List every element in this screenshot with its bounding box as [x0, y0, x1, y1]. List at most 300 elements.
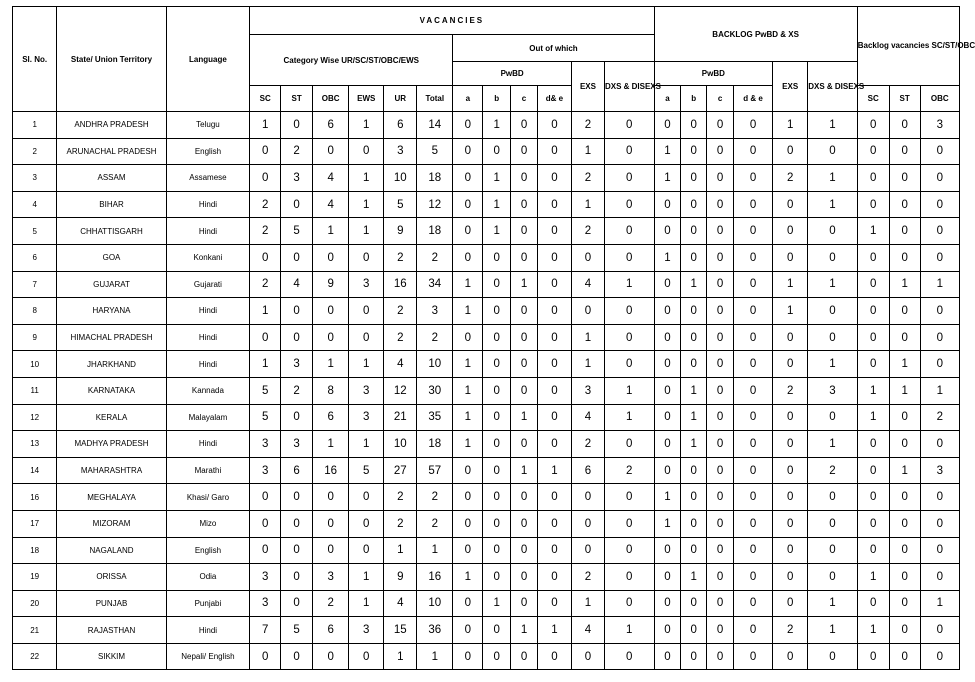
value-cell: 0 [681, 191, 707, 218]
value-cell: 0 [511, 377, 538, 404]
value-cell: 0 [349, 138, 384, 165]
value-cell: 1 [604, 271, 654, 298]
sl-no-cell: 13 [13, 431, 57, 458]
table-row [13, 351, 960, 378]
value-cell: 2 [417, 510, 453, 537]
value-cell: 1 [349, 351, 384, 378]
value-cell: 0 [483, 564, 511, 591]
value-cell: 4 [571, 271, 604, 298]
value-cell: 4 [384, 590, 417, 617]
header-pwbd-a: a [453, 86, 483, 112]
value-cell: 0 [920, 191, 959, 218]
value-cell: 1 [571, 351, 604, 378]
value-cell: 0 [857, 191, 889, 218]
value-cell: 0 [707, 457, 734, 484]
value-cell: 1 [654, 484, 681, 511]
header-state: State/ Union Territory [57, 7, 166, 112]
value-cell: 0 [733, 244, 772, 271]
value-cell: 0 [313, 537, 349, 564]
value-cell: 2 [773, 617, 808, 644]
value-cell: 0 [511, 484, 538, 511]
value-cell: 12 [384, 377, 417, 404]
value-cell: 15 [384, 617, 417, 644]
value-cell: 0 [920, 510, 959, 537]
value-cell: 0 [349, 510, 384, 537]
value-cell: 1 [571, 191, 604, 218]
value-cell: 1 [571, 324, 604, 351]
value-cell: 0 [511, 218, 538, 245]
header-backlog-pwbd: PwBD [654, 62, 773, 86]
value-cell: 0 [453, 537, 483, 564]
value-cell: 1 [349, 564, 384, 591]
value-cell: 0 [511, 165, 538, 192]
value-cell: 0 [733, 138, 772, 165]
value-cell: 2 [281, 138, 313, 165]
value-cell: 1 [453, 377, 483, 404]
value-cell: 0 [604, 191, 654, 218]
value-cell: 1 [349, 191, 384, 218]
value-cell: 34 [417, 271, 453, 298]
value-cell: 9 [384, 564, 417, 591]
value-cell: 0 [920, 244, 959, 271]
value-cell: 1 [511, 457, 538, 484]
language-cell: English [166, 138, 250, 165]
value-cell: 0 [571, 244, 604, 271]
value-cell: 0 [571, 510, 604, 537]
value-cell: 0 [453, 510, 483, 537]
language-cell: Nepali/ English [166, 643, 250, 670]
value-cell: 0 [250, 165, 281, 192]
value-cell: 0 [604, 537, 654, 564]
value-cell: 2 [571, 431, 604, 458]
table-row [13, 377, 960, 404]
state-cell: GOA [57, 244, 166, 271]
value-cell: 0 [604, 484, 654, 511]
value-cell: 1 [571, 590, 604, 617]
value-cell: 5 [417, 138, 453, 165]
value-cell: 2 [384, 324, 417, 351]
value-cell: 0 [707, 244, 734, 271]
sl-no-cell: 17 [13, 510, 57, 537]
value-cell: 0 [511, 510, 538, 537]
value-cell: 0 [537, 643, 571, 670]
table-row [13, 431, 960, 458]
value-cell: 1 [773, 271, 808, 298]
value-cell: 2 [250, 271, 281, 298]
value-cell: 0 [889, 431, 920, 458]
value-cell: 0 [808, 324, 858, 351]
value-cell: 1 [857, 617, 889, 644]
sl-no-cell: 4 [13, 191, 57, 218]
value-cell: 0 [707, 218, 734, 245]
value-cell: 0 [857, 590, 889, 617]
value-cell: 0 [920, 431, 959, 458]
state-cell: NAGALAND [57, 537, 166, 564]
value-cell: 0 [857, 298, 889, 325]
value-cell: 0 [681, 112, 707, 139]
value-cell: 2 [384, 484, 417, 511]
table-row [13, 590, 960, 617]
value-cell: 0 [889, 218, 920, 245]
value-cell: 0 [537, 537, 571, 564]
value-cell: 0 [313, 510, 349, 537]
value-cell: 10 [384, 431, 417, 458]
value-cell: 0 [808, 484, 858, 511]
value-cell: 0 [889, 590, 920, 617]
value-cell: 0 [889, 643, 920, 670]
sl-no-cell: 8 [13, 298, 57, 325]
value-cell: 4 [571, 617, 604, 644]
value-cell: 0 [857, 457, 889, 484]
value-cell: 0 [773, 324, 808, 351]
header-backlog-c: c [707, 86, 734, 112]
sl-no-cell: 19 [13, 564, 57, 591]
header-backlog-de: d & e [733, 86, 772, 112]
value-cell: 0 [483, 404, 511, 431]
value-cell: 0 [707, 537, 734, 564]
value-cell: 0 [920, 537, 959, 564]
value-cell: 1 [537, 617, 571, 644]
language-cell: Hindi [166, 351, 250, 378]
value-cell: 0 [453, 457, 483, 484]
value-cell: 1 [313, 431, 349, 458]
value-cell: 0 [511, 324, 538, 351]
value-cell: 0 [733, 351, 772, 378]
value-cell: 0 [537, 271, 571, 298]
value-cell: 1 [483, 165, 511, 192]
value-cell: 0 [920, 617, 959, 644]
value-cell: 0 [654, 457, 681, 484]
value-cell: 0 [571, 298, 604, 325]
value-cell: 0 [733, 564, 772, 591]
value-cell: 6 [313, 404, 349, 431]
value-cell: 0 [707, 377, 734, 404]
value-cell: 1 [349, 590, 384, 617]
value-cell: 2 [281, 377, 313, 404]
vacancies-table [12, 6, 975, 670]
value-cell: 0 [654, 298, 681, 325]
value-cell: 0 [654, 537, 681, 564]
value-cell: 1 [808, 617, 858, 644]
value-cell: 0 [349, 324, 384, 351]
value-cell: 5 [250, 404, 281, 431]
sl-no-cell: 9 [13, 324, 57, 351]
value-cell: 1 [571, 138, 604, 165]
value-cell: 0 [281, 643, 313, 670]
value-cell: 0 [707, 324, 734, 351]
value-cell: 1 [453, 564, 483, 591]
value-cell: 1 [250, 112, 281, 139]
value-cell: 0 [920, 484, 959, 511]
state-cell: RAJASTHAN [57, 617, 166, 644]
table-body [13, 112, 960, 670]
value-cell: 18 [417, 165, 453, 192]
value-cell: 2 [417, 484, 453, 511]
value-cell: 0 [511, 298, 538, 325]
value-cell: 0 [537, 191, 571, 218]
value-cell: 1 [417, 537, 453, 564]
value-cell: 1 [654, 165, 681, 192]
value-cell: 0 [250, 510, 281, 537]
header-backlog-exs: EXS [773, 62, 808, 112]
state-cell: CHHATTISGARH [57, 218, 166, 245]
value-cell: 0 [250, 643, 281, 670]
sl-no-cell: 20 [13, 590, 57, 617]
table-row [13, 617, 960, 644]
value-cell: 0 [483, 431, 511, 458]
value-cell: 0 [654, 404, 681, 431]
value-cell: 0 [808, 510, 858, 537]
value-cell: 0 [537, 484, 571, 511]
value-cell: 0 [483, 617, 511, 644]
value-cell: 2 [604, 457, 654, 484]
value-cell: 1 [417, 643, 453, 670]
state-cell: ASSAM [57, 165, 166, 192]
value-cell: 0 [707, 643, 734, 670]
value-cell: 0 [453, 643, 483, 670]
value-cell: 1 [920, 377, 959, 404]
value-cell: 16 [313, 457, 349, 484]
value-cell: 1 [808, 112, 858, 139]
value-cell: 0 [537, 590, 571, 617]
value-cell: 0 [483, 484, 511, 511]
table-row [13, 484, 960, 511]
header-backlog-obc: OBC [920, 86, 959, 112]
value-cell: 1 [384, 537, 417, 564]
header-sc: SC [250, 86, 281, 112]
value-cell: 2 [571, 218, 604, 245]
value-cell: 0 [483, 643, 511, 670]
value-cell: 0 [681, 457, 707, 484]
value-cell: 0 [453, 112, 483, 139]
value-cell: 1 [857, 218, 889, 245]
value-cell: 0 [281, 510, 313, 537]
value-cell: 0 [453, 218, 483, 245]
value-cell: 0 [707, 271, 734, 298]
sl-no-cell: 12 [13, 404, 57, 431]
header-total: Total [417, 86, 453, 112]
value-cell: 1 [920, 590, 959, 617]
value-cell: 0 [733, 218, 772, 245]
value-cell: 0 [511, 537, 538, 564]
value-cell: 1 [483, 590, 511, 617]
value-cell: 3 [349, 404, 384, 431]
value-cell: 0 [733, 404, 772, 431]
value-cell: 0 [453, 165, 483, 192]
value-cell: 2 [250, 191, 281, 218]
value-cell: 0 [537, 431, 571, 458]
value-cell: 1 [889, 351, 920, 378]
value-cell: 0 [537, 165, 571, 192]
value-cell: 0 [681, 590, 707, 617]
table-row [13, 643, 960, 670]
sl-no-cell: 5 [13, 218, 57, 245]
value-cell: 6 [313, 617, 349, 644]
value-cell: 0 [920, 351, 959, 378]
header-exs: EXS [571, 62, 604, 112]
sl-no-cell: 10 [13, 351, 57, 378]
value-cell: 1 [453, 351, 483, 378]
value-cell: 0 [537, 112, 571, 139]
value-cell: 0 [654, 377, 681, 404]
language-cell: Marathi [166, 457, 250, 484]
value-cell: 0 [313, 298, 349, 325]
value-cell: 0 [537, 218, 571, 245]
value-cell: 0 [773, 484, 808, 511]
value-cell: 0 [511, 138, 538, 165]
value-cell: 0 [808, 643, 858, 670]
value-cell: 0 [281, 112, 313, 139]
value-cell: 1 [889, 271, 920, 298]
value-cell: 0 [857, 510, 889, 537]
sl-no-cell: 3 [13, 165, 57, 192]
value-cell: 0 [453, 138, 483, 165]
language-cell: Gujarati [166, 271, 250, 298]
header-st: ST [281, 86, 313, 112]
value-cell: 0 [733, 112, 772, 139]
value-cell: 0 [281, 564, 313, 591]
value-cell: 0 [889, 298, 920, 325]
value-cell: 2 [417, 244, 453, 271]
sl-no-cell: 2 [13, 138, 57, 165]
sl-no-cell: 1 [13, 112, 57, 139]
value-cell: 5 [384, 191, 417, 218]
sl-no-cell: 6 [13, 244, 57, 271]
value-cell: 0 [733, 165, 772, 192]
value-cell: 0 [281, 324, 313, 351]
value-cell: 1 [349, 431, 384, 458]
value-cell: 1 [808, 271, 858, 298]
value-cell: 1 [453, 298, 483, 325]
value-cell: 1 [250, 298, 281, 325]
language-cell: Hindi [166, 431, 250, 458]
value-cell: 0 [453, 191, 483, 218]
value-cell: 0 [349, 643, 384, 670]
value-cell: 1 [857, 404, 889, 431]
value-cell: 3 [808, 377, 858, 404]
value-cell: 1 [654, 138, 681, 165]
header-pwbd-de: d& e [537, 86, 571, 112]
value-cell: 0 [604, 510, 654, 537]
value-cell: 0 [707, 564, 734, 591]
table-row [13, 537, 960, 564]
value-cell: 0 [281, 404, 313, 431]
value-cell: 1 [857, 564, 889, 591]
value-cell: 0 [483, 537, 511, 564]
header-backlog-sc: SC [857, 86, 889, 112]
value-cell: 0 [654, 191, 681, 218]
value-cell: 0 [681, 617, 707, 644]
value-cell: 0 [604, 643, 654, 670]
value-cell: 0 [733, 590, 772, 617]
value-cell: 0 [857, 244, 889, 271]
value-cell: 3 [281, 431, 313, 458]
value-cell: 0 [511, 244, 538, 271]
value-cell: 1 [537, 457, 571, 484]
value-cell: 0 [773, 138, 808, 165]
value-cell: 0 [733, 377, 772, 404]
value-cell: 0 [889, 510, 920, 537]
value-cell: 0 [733, 510, 772, 537]
value-cell: 0 [681, 138, 707, 165]
value-cell: 0 [654, 112, 681, 139]
language-cell: Hindi [166, 298, 250, 325]
value-cell: 0 [604, 244, 654, 271]
sl-no-cell: 21 [13, 617, 57, 644]
state-cell: MEGHALAYA [57, 484, 166, 511]
value-cell: 3 [349, 271, 384, 298]
value-cell: 0 [654, 351, 681, 378]
value-cell: 7 [250, 617, 281, 644]
value-cell: 0 [733, 537, 772, 564]
header-backlog-st: ST [889, 86, 920, 112]
value-cell: 0 [773, 510, 808, 537]
value-cell: 0 [654, 218, 681, 245]
value-cell: 0 [604, 431, 654, 458]
value-cell: 0 [281, 484, 313, 511]
value-cell: 0 [681, 510, 707, 537]
value-cell: 3 [250, 457, 281, 484]
table-row [13, 138, 960, 165]
table-row [13, 298, 960, 325]
value-cell: 0 [250, 138, 281, 165]
value-cell: 0 [707, 298, 734, 325]
value-cell: 0 [808, 564, 858, 591]
value-cell: 0 [537, 564, 571, 591]
value-cell: 0 [773, 351, 808, 378]
value-cell: 1 [511, 404, 538, 431]
value-cell: 0 [654, 324, 681, 351]
value-cell: 1 [313, 351, 349, 378]
header-pwbd-b: b [483, 86, 511, 112]
value-cell: 0 [889, 165, 920, 192]
value-cell: 1 [808, 590, 858, 617]
value-cell: 2 [920, 404, 959, 431]
language-cell: Assamese [166, 165, 250, 192]
value-cell: 2 [384, 244, 417, 271]
value-cell: 0 [604, 590, 654, 617]
language-cell: Odia [166, 564, 250, 591]
value-cell: 1 [681, 404, 707, 431]
value-cell: 0 [250, 537, 281, 564]
value-cell: 1 [511, 617, 538, 644]
value-cell: 0 [889, 324, 920, 351]
value-cell: 0 [604, 324, 654, 351]
table-row [13, 112, 960, 139]
value-cell: 0 [889, 537, 920, 564]
value-cell: 0 [654, 271, 681, 298]
state-cell: BIHAR [57, 191, 166, 218]
value-cell: 1 [453, 404, 483, 431]
value-cell: 1 [604, 404, 654, 431]
value-cell: 0 [920, 138, 959, 165]
value-cell: 1 [681, 431, 707, 458]
value-cell: 2 [773, 377, 808, 404]
value-cell: 0 [604, 138, 654, 165]
value-cell: 0 [808, 244, 858, 271]
value-cell: 6 [571, 457, 604, 484]
header-category-wise: Category Wise UR/SC/ST/OBC/EWS [250, 35, 453, 86]
state-cell: KERALA [57, 404, 166, 431]
value-cell: 0 [571, 537, 604, 564]
value-cell: 0 [681, 165, 707, 192]
value-cell: 16 [417, 564, 453, 591]
value-cell: 0 [654, 431, 681, 458]
value-cell: 3 [417, 298, 453, 325]
value-cell: 1 [453, 271, 483, 298]
state-cell: ANDHRA PRADESH [57, 112, 166, 139]
value-cell: 0 [857, 351, 889, 378]
